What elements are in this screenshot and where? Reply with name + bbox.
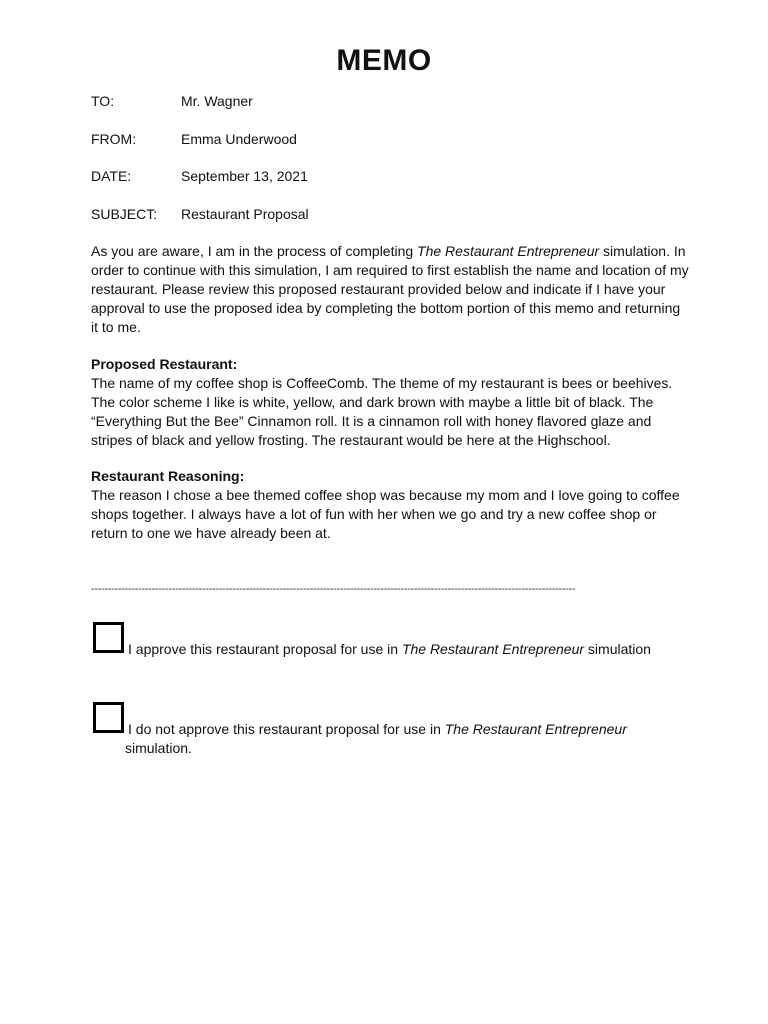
disapprove-checkbox[interactable] bbox=[93, 702, 124, 733]
disapprove-text bbox=[128, 720, 627, 739]
approve-text-2: simulation bbox=[584, 641, 651, 657]
disapprove-text-continued: simulation. bbox=[125, 740, 192, 756]
reasoning-heading: Restaurant Reasoning: bbox=[91, 468, 245, 484]
approve-text-1: I approve this restaurant proposal for use in bbox=[128, 641, 402, 657]
intro-text-2: simulation. In order to continue with this simulation, I am required to first establish the name and location of my restaurant. Please review this proposed restaurant provided below and indicate if I have your approval to use the proposed idea by completing the bottom portion of this memo and returning it to me. bbox=[91, 243, 689, 335]
from-value: Emma Underwood bbox=[181, 131, 297, 147]
approve-checkbox[interactable] bbox=[93, 622, 124, 653]
reasoning-body: The reason I chose a bee themed coffee shop was because my mom and I love going to coffee shops together. I always have a lot of fun with her when we go and try a new coffee shop or return to one we have already been at. bbox=[91, 487, 680, 541]
to-row bbox=[91, 92, 253, 110]
date-value: September 13, 2021 bbox=[181, 168, 308, 184]
memo-title: MEMO bbox=[336, 44, 432, 77]
subject-value: Restaurant Proposal bbox=[181, 206, 309, 222]
date-label: DATE: bbox=[91, 168, 132, 184]
approve-italic-title: The Restaurant Entrepreneur bbox=[401, 641, 585, 657]
disapprove-italic-title: The Restaurant Entrepreneur bbox=[444, 721, 627, 737]
cut-line-divider: ------------------------------------------------------------------------------------------------------------------------------------------------ bbox=[91, 583, 576, 595]
to-value: Mr. Wagner bbox=[181, 93, 253, 109]
intro-text-1: As you are aware, I am in the process of completing bbox=[91, 243, 418, 259]
date-row bbox=[91, 167, 308, 185]
intro-paragraph bbox=[91, 242, 691, 337]
approve-text bbox=[128, 640, 651, 659]
intro-italic-title: The Restaurant Entrepreneur bbox=[417, 243, 600, 259]
proposed-heading: Proposed Restaurant: bbox=[91, 356, 238, 372]
to-label: TO: bbox=[91, 93, 115, 109]
subject-row bbox=[91, 205, 309, 223]
proposed-section bbox=[91, 355, 691, 450]
from-label: FROM: bbox=[91, 131, 137, 147]
reasoning-section bbox=[91, 467, 691, 543]
proposed-body: The name of my coffee shop is CoffeeComb. The theme of my restaurant is bees or beehives. The color scheme I like is white, yellow, and dark brown with maybe a little bit of black. The “Everything But the Bee” Cinnamon roll. It is a cinnamon roll with honey flavored glaze and stripes of black and yellow frosting. The restaurant would be here at the Highschool. bbox=[91, 375, 673, 448]
subject-label: SUBJECT: bbox=[91, 206, 158, 222]
from-row bbox=[91, 130, 297, 148]
disapprove-text-1: I do not approve this restaurant proposal for use in bbox=[128, 721, 445, 737]
